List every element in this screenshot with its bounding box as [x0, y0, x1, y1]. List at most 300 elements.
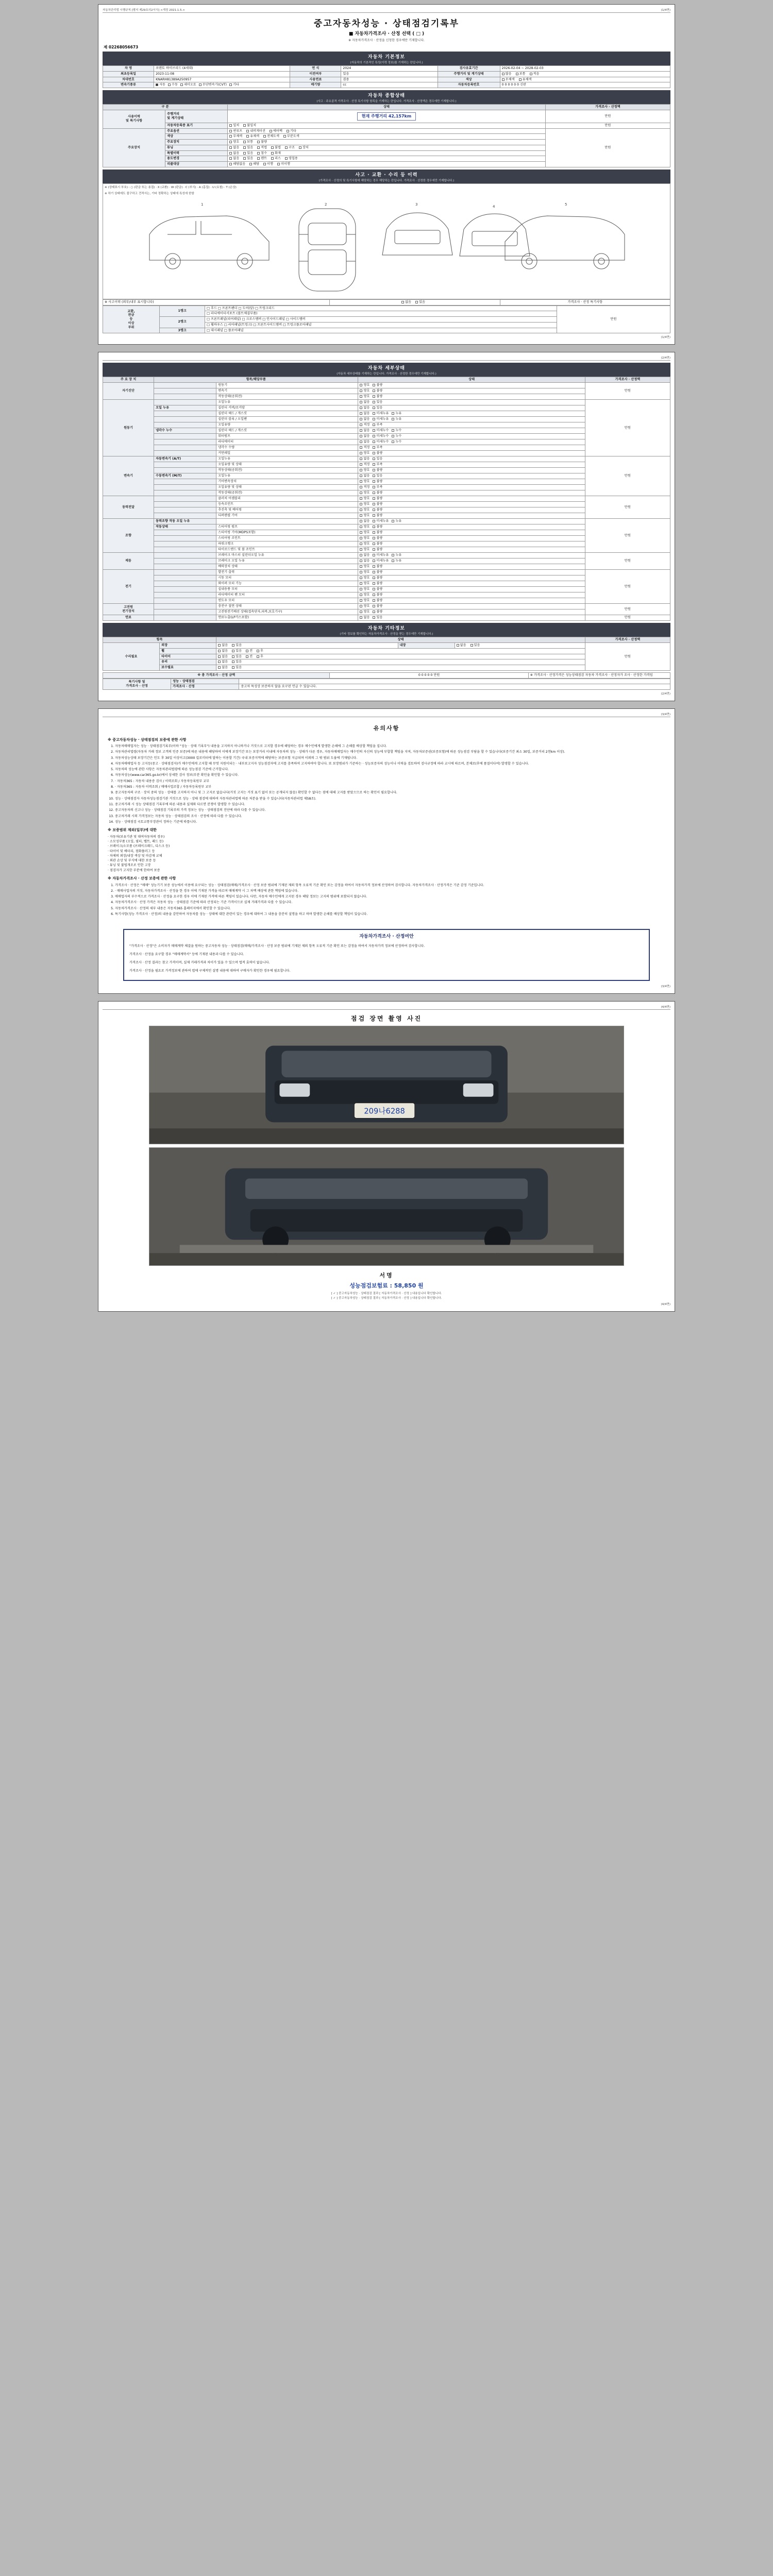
checkbox-없음[interactable]: 없음 [360, 406, 369, 410]
checkbox-양호[interactable]: 양호 [360, 395, 369, 399]
checkbox-tuning-yes[interactable]: 있음 [243, 146, 253, 150]
checkbox-부족[interactable]: 부족 [373, 463, 382, 467]
accident-parts-table [103, 306, 670, 334]
checkbox-device-bad[interactable]: 불량 [257, 140, 267, 144]
confirm-line: 가격조사 · 산정을 요구할 경우 "매매계약서" 등에 기재된 내용과 다를 수 있습니다. [129, 953, 244, 956]
checkbox-불량[interactable]: 불량 [373, 542, 382, 546]
checkbox-wheel-none[interactable]: 없음 [218, 649, 228, 653]
checkbox-불량[interactable]: 불량 [373, 502, 382, 506]
table-row [103, 299, 670, 305]
detail-item-label: 커먼레일 [216, 451, 358, 456]
checkbox-없음[interactable]: 없음 [360, 519, 369, 523]
checkbox-양호[interactable]: 양호 [360, 593, 369, 597]
detail-item-label: 실린더 커버/로커암 [216, 405, 358, 411]
label-rank-1: 1랭크 [160, 306, 205, 317]
checkbox-없음[interactable]: 없음 [360, 474, 369, 478]
checkbox-불량[interactable]: 불량 [373, 514, 382, 518]
checkbox-accident-yes[interactable]: 있음 [415, 300, 425, 304]
svg-text:3: 3 [415, 202, 418, 207]
table-row [103, 684, 670, 690]
checkbox-누유[interactable]: 누유 [392, 412, 401, 416]
checkbox-없음[interactable]: 없음 [360, 559, 369, 563]
checkbox-양호[interactable]: 양호 [360, 491, 369, 495]
checkbox-tuning-structure[interactable]: 구조 [285, 146, 295, 150]
detail-price-7: 만원 [585, 604, 670, 615]
checkbox-interior-yes[interactable]: 있음 [470, 643, 480, 648]
detail-state-cell [358, 507, 585, 513]
checkbox-양호[interactable]: 양호 [360, 565, 369, 569]
checkbox-양호[interactable]: 양호 [360, 570, 369, 574]
value-transmission [154, 82, 290, 88]
notice-price-item: 3. 매매업자의 부수적으로 가격조사 · 산정을 요구한 경우 이에 기재된 가격에 따른 책임이 있습니다. 다만, 자동차 매수인에게 고지된 경우 해당 정보는 고지의 범위에 포함되지 않습니다. [115, 894, 665, 899]
table-row [103, 82, 670, 88]
detail-item-label: 냉각수 수량 [216, 445, 358, 451]
accident-band-title: 사고 · 교환 · 수리 등 이력 [355, 172, 418, 178]
detail-item-label: 워터펌프 [216, 434, 358, 439]
label-color2: 색상 [165, 134, 228, 140]
checkbox-usage-none[interactable]: 없음 [229, 157, 239, 161]
label-usage-change: 용도변경 [165, 156, 228, 162]
checkbox-trans-etc[interactable]: 기타 [229, 83, 239, 87]
checkbox-usage-yes[interactable]: 있음 [243, 157, 253, 161]
overall-col-division: 구 분 [103, 105, 228, 110]
detail-table-body [103, 383, 670, 621]
vehicle-damage-diagram [103, 196, 670, 299]
detail-item-label: 스티어링 펌프 [216, 524, 358, 530]
sheet-4-topbar [103, 1005, 670, 1010]
label-mileage-state: 주행거리 및 계기상태 [438, 71, 500, 77]
checkbox-wheel-rear[interactable]: 후 [257, 649, 263, 653]
checkbox-있음[interactable]: 있음 [373, 474, 382, 478]
checkbox-special-fire[interactable]: 화재 [271, 151, 281, 156]
notice-exclusion-item: · 타이어 및 배터리, 점화플러그 등 [108, 849, 155, 853]
detail-state-cell [358, 592, 585, 598]
checkbox-양호[interactable]: 양호 [360, 451, 369, 455]
checkbox-불량[interactable]: 불량 [373, 604, 382, 608]
detail-state-cell [358, 615, 585, 621]
detail-state-cell [358, 524, 585, 530]
detail-sub-label [154, 468, 216, 473]
detail-sub-label [154, 383, 216, 388]
checkbox-mileage-normal[interactable]: 보통 [516, 72, 526, 76]
checkbox-불량[interactable]: 불량 [373, 531, 382, 535]
checkbox-양호[interactable]: 양호 [360, 542, 369, 546]
total-price-note: ※ 가격조사 · 산정가격은 성능상태점검 자동차 가격조사 · 산정자가 조사 · 산정한 가격임 [528, 672, 670, 678]
value-main-device2 [228, 140, 546, 145]
checkbox-trans-semi[interactable]: 세미오토 [180, 83, 196, 87]
table-row [103, 615, 670, 621]
checkbox-불량[interactable]: 불량 [373, 497, 382, 501]
value-color2 [228, 134, 546, 140]
svg-text:1: 1 [201, 202, 204, 207]
checkbox-양호[interactable]: 양호 [360, 525, 369, 529]
checkbox-양호[interactable]: 양호 [360, 610, 369, 614]
notice-item: 8. · 자동차365 : 자동차 이력조회 / 매매사업조합 / 자동차등록원부 교부 [115, 785, 665, 789]
checkbox-exterior-none[interactable]: 없음 [218, 643, 228, 648]
checkbox-양호[interactable]: 양호 [360, 389, 369, 393]
detail-state-cell [358, 570, 585, 575]
checkbox-glass-yes[interactable]: 있음 [232, 660, 242, 664]
checkbox-불량[interactable]: 불량 [373, 389, 382, 393]
checkbox-불량[interactable]: 불량 [373, 582, 382, 586]
confirm-line: 가격조사 · 산정을 필요로 가격정보에 관하여 법에 구체적인 설명 내용에 대하여 구매자가 확인한 경우에 필요합니다. [129, 969, 291, 973]
checkbox-불량[interactable]: 불량 [373, 480, 382, 484]
checkbox-불량[interactable]: 불량 [373, 599, 382, 603]
checkbox-불량[interactable]: 불량 [373, 451, 382, 455]
checkbox-option-airbag[interactable]: 에어백 [270, 129, 282, 133]
detail-sub-label [154, 434, 216, 439]
checkbox-없음[interactable]: 없음 [360, 616, 369, 620]
checkbox-불량[interactable]: 불량 [373, 570, 382, 574]
detail-state-cell [358, 564, 585, 570]
table-row [103, 496, 670, 502]
value-rank-2-items: □ 프론트패널(리어패널) □ 크로스멤버 □ 인사이드패널 □ 사이드멤버 [205, 317, 557, 323]
checkbox-불량[interactable]: 불량 [373, 610, 382, 614]
label-fuel: 사용연료 [290, 77, 341, 82]
detail-item-label: 오일유량 및 상태 [216, 485, 358, 490]
detail-item-label: 등속조인트 [216, 502, 358, 507]
notice-item: 5. 자동차의 성능에 관한 사항은 자동차관리법령에 따른 성능점검 기준에 근거합니다. [115, 767, 665, 772]
detail-item-label: 오일누유 [216, 473, 358, 479]
checkbox-trans-manual[interactable]: 수동 [168, 83, 178, 87]
other-col-item: 항목 [103, 637, 216, 643]
accident-band [103, 170, 670, 183]
checkbox-tuning-none[interactable]: 없음 [229, 146, 239, 150]
table-row [103, 643, 670, 649]
page-indicator-3: (3/4면) [661, 713, 670, 716]
checkbox-양호[interactable]: 양호 [360, 508, 369, 512]
detail-sub-label [154, 445, 216, 451]
checkbox-device-good[interactable]: 양호 [229, 140, 239, 144]
detail-sub-label [154, 575, 216, 581]
detail-state-cell [358, 502, 585, 507]
label-interior: 내장 [398, 643, 455, 649]
checkbox-trans-auto[interactable]: 자동 [156, 83, 165, 87]
checkbox-양호[interactable]: 양호 [360, 468, 369, 472]
checkbox-recall-yes[interactable]: 해당 [249, 162, 259, 166]
checkbox-paint-full[interactable]: 전체도색 [263, 134, 279, 139]
accident-band-sub: (가격조사 · 산정의 및 특기사항에 해당하는 경우 해당하는 란입니다. 가격조사 · 산정한 경우에만 기재합니다.) [318, 179, 455, 182]
detail-sub-label [154, 587, 216, 592]
value-first-registration: 2023-11-08 [154, 71, 290, 77]
checkbox-미세누유[interactable]: 미세누유 [373, 412, 389, 416]
detail-sub-label [154, 513, 216, 519]
overall-price-2: 만원 [545, 123, 670, 128]
checkbox-적정[interactable]: 적정 [360, 485, 369, 489]
table-row [103, 456, 670, 462]
checkbox-양호[interactable]: 양호 [360, 604, 369, 608]
notice-sect-2-title: ※ 보증범위 제외(일부)에 대한 [108, 828, 157, 833]
checkbox-reg-mismatch[interactable]: 불일치 [243, 124, 256, 128]
checkbox-미세누수[interactable]: 미세누수 [373, 434, 389, 438]
overall-band [103, 90, 670, 104]
other-band-title: 자동차 기타정보 [368, 626, 405, 632]
table-header-row [103, 377, 670, 383]
undercarriage-photo-svg [149, 1148, 624, 1265]
checkbox-있음[interactable]: 있음 [373, 406, 382, 410]
checkbox-누유[interactable]: 누유 [392, 559, 401, 563]
checkbox-없음[interactable]: 없음 [360, 434, 369, 438]
detail-sub-label [154, 411, 216, 417]
checkbox-양호[interactable]: 양호 [360, 582, 369, 586]
label-main-device: 주요장치 [103, 128, 165, 167]
checkbox-wheel-yes[interactable]: 있음 [232, 649, 242, 653]
checkbox-양호[interactable]: 양호 [360, 480, 369, 484]
checkbox-없음[interactable]: 없음 [360, 457, 369, 461]
notice-price-item: 6. 특기사항(성능 가격조사 · 산정)의 내용을 감안하여 자동차를 성능 · 상태에 대한 관련이 있는 경우에 대하여 그 내용을 충분히 설명을 하고 하며 발생한 손해를 배상할 책임이 있습니다. [115, 912, 665, 917]
detail-group-2: 변속기 [103, 456, 154, 496]
detail-price-5: 만원 [585, 553, 670, 570]
checkbox-tuning-legal[interactable]: 적법 [257, 146, 267, 150]
checkbox-부족[interactable]: 부족 [373, 423, 382, 427]
checkbox-미세누수[interactable]: 미세누수 [373, 440, 389, 444]
table-row [103, 66, 670, 72]
value-rank-2-items-2: □ 휠하우스 □ 리어패널(트렁크) □ 프론트사이드멤버 □ 트렁크플로어패널 [205, 322, 557, 328]
detail-item-label: 충전구 절연 상태 [216, 604, 358, 609]
checkbox-양호[interactable]: 양호 [360, 587, 369, 591]
detail-state-cell [358, 456, 585, 462]
checkbox-tuning-illegal[interactable]: 불법 [271, 146, 281, 150]
checkbox-없음[interactable]: 없음 [360, 412, 369, 416]
photos-wrapper [103, 1026, 670, 1266]
checkbox-누수[interactable]: 누수 [392, 434, 401, 438]
notice-price-item: 5. 자동차가격조사 · 산정의 세부 내용은 자동차365 홈페이지에서 확인할 수 있습니다. [115, 906, 665, 911]
detail-sub-label [154, 417, 216, 422]
page-indicator-1: (1/4면) [661, 9, 670, 12]
checkbox-적정[interactable]: 적정 [360, 423, 369, 427]
checkbox-누수[interactable]: 누수 [392, 440, 401, 444]
detail-item-label: 오일유량 [216, 422, 358, 428]
detail-item-label: 시동 모터 [216, 575, 358, 581]
notice-item: 2. 자동차관리법령(자동차 거래 정보 고객의 인증 보증)에 따른 내용에 해당하여 이에게 보장기간 또는 보장거리 이내에 자동차의 성능 · 상태가 다른 경우, 자동차매매업자는 매수인의 자신의 성능에 부합할 책임을 지며, 자동차보증권(보증보험)에 따른 성능점검 부담을 할 수 있습니다(보증기간 최소 30일, 보증거리 2천km 이상). [115, 750, 665, 754]
checkbox-양호[interactable]: 양호 [360, 497, 369, 501]
value-glass [216, 659, 585, 665]
label-car-name: 차 명 [103, 66, 154, 72]
checkbox-불량[interactable]: 불량 [373, 548, 382, 552]
other-col-price: 가격조사 · 산정액 [585, 637, 670, 643]
overall-col-state: 상태 [228, 105, 546, 110]
detail-item-label: 디퍼렌셜 기어 [216, 513, 358, 519]
checkbox-양호[interactable]: 양호 [360, 502, 369, 506]
checkbox-불량[interactable]: 불량 [373, 587, 382, 591]
checkbox-양호[interactable]: 양호 [360, 531, 369, 535]
checkbox-양호[interactable]: 양호 [360, 383, 369, 387]
table-row [103, 519, 670, 524]
checkbox-부족[interactable]: 부족 [373, 446, 382, 450]
value-extra-repair [216, 665, 585, 671]
detail-item-label: 클러치 어셈블리 [216, 496, 358, 502]
checkbox-accident-none[interactable]: 없음 [401, 300, 411, 304]
detail-state-cell [358, 553, 585, 558]
checkbox-usage-lease[interactable]: 리스 [271, 157, 281, 161]
checkbox-부족[interactable]: 부족 [373, 485, 382, 489]
checkbox-wheel-front[interactable]: 전 [246, 649, 253, 653]
checkbox-tire-yes[interactable]: 있음 [232, 655, 242, 659]
checkbox-양호[interactable]: 양호 [360, 576, 369, 580]
checkbox-양호[interactable]: 양호 [360, 514, 369, 518]
detail-group-1: 원동기 [103, 400, 154, 456]
photos-title: 점검 장면 촬영 사진 [350, 1015, 423, 1023]
checkbox-누유[interactable]: 누유 [392, 417, 401, 421]
notice-price-item: 4. 자동차가격조사 · 산정 가격은 자동차 성능 · 상태점검 기준에 따라 산정되는 기준 가격이므로 실제 거래가격과 다를 수 있습니다. [115, 900, 665, 905]
checkbox-mileage-many[interactable]: 많음 [502, 72, 512, 76]
label-mileage: 주행거리 및 계기상태 [165, 110, 228, 123]
detail-state-cell [358, 468, 585, 473]
checkbox-recall-undone[interactable]: 미이행 [277, 162, 290, 166]
label-tuning: 튜닝 [165, 145, 228, 150]
other-price-value: 만원 [585, 643, 670, 671]
detail-sub-label [154, 553, 216, 558]
checkbox-없음[interactable]: 없음 [360, 440, 369, 444]
checkbox-미세누수[interactable]: 미세누수 [373, 429, 389, 433]
detail-price-6: 만원 [585, 570, 670, 604]
label-transfer: 이전여부 [290, 71, 341, 77]
checkbox-usage-rent[interactable]: 렌트 [257, 157, 267, 161]
detail-item-label: 배력장치 상태 [216, 564, 358, 570]
checkbox-special-yes[interactable]: 있음 [243, 151, 253, 156]
checkbox-option-sunroof[interactable]: 썬루프 [229, 129, 242, 133]
notice-item: 12. 중고자동차의 신고나 성능 · 상태점검 기록부의 가격 정보는 성능 · 상태점검의 진단에 따라 다를 수 있습니다. [115, 808, 665, 812]
checkbox-interior-none[interactable]: 없음 [457, 643, 466, 648]
checkbox-없음[interactable]: 없음 [360, 417, 369, 421]
detail-sub-label [154, 394, 216, 400]
label-exterior: 외장 [160, 643, 216, 649]
detail-state-cell [358, 513, 585, 519]
checkbox-recall-done[interactable]: 이행 [263, 162, 273, 166]
checkbox-미세누유[interactable]: 미세누유 [373, 519, 389, 523]
checkbox-tire-rear[interactable]: 후 [257, 655, 263, 659]
checkbox-불량[interactable]: 불량 [373, 536, 382, 540]
label-wheel: 휠 [160, 648, 216, 654]
checkbox-불량[interactable]: 불량 [373, 395, 382, 399]
detail-state-cell [358, 598, 585, 604]
detail-item-label: 실내송풍 모터 [216, 587, 358, 592]
checkbox-extra-yes[interactable]: 있음 [232, 666, 242, 670]
checkbox-option-etc[interactable]: 기타 [287, 129, 296, 133]
checkbox-있음[interactable]: 있음 [373, 457, 382, 461]
detail-col-state: 상태 [358, 377, 585, 383]
table-row [103, 679, 670, 684]
checkbox-mileage-few[interactable]: 적음 [530, 72, 540, 76]
checkbox-reg-match[interactable]: 일치 [229, 124, 239, 128]
detail-item-label: 연료누출(LP가스포함) [216, 615, 358, 621]
checkbox-paint-partial[interactable]: 부분도색 [283, 134, 299, 139]
checkbox-device-normal[interactable]: 보통 [243, 140, 253, 144]
page-indicator-4: (4/4면) [661, 1006, 670, 1009]
label-special-history: 특별이력 [165, 150, 228, 156]
checkbox-누수[interactable]: 누수 [392, 429, 401, 433]
checkbox-없음[interactable]: 없음 [360, 400, 369, 404]
value-recall [228, 162, 546, 167]
checkbox-양호[interactable]: 양호 [360, 548, 369, 552]
label-usage-history: 사용이력 및 특기사항 [103, 110, 165, 128]
checkbox-적정[interactable]: 적정 [360, 446, 369, 450]
detail-state-cell [358, 394, 585, 400]
other-info-table [103, 637, 670, 671]
detail-col-item: 항목/해당부품 [154, 377, 358, 383]
value-special-history [228, 150, 546, 156]
checkbox-있음[interactable]: 있음 [373, 616, 382, 620]
inspection-insurance-price [103, 1281, 670, 1290]
label-recall: 리콜대상 [165, 162, 228, 167]
svg-text:4: 4 [493, 204, 495, 209]
checkbox-tuning-device[interactable]: 장치 [299, 146, 309, 150]
checkbox-extra-none[interactable]: 없음 [218, 666, 228, 670]
detail-price-0: 만원 [585, 383, 670, 400]
checkbox-special-none[interactable]: 없음 [229, 151, 239, 156]
detail-sub-label [154, 564, 216, 570]
detail-group-5: 제동 [103, 553, 154, 570]
checkbox-tire-front[interactable]: 전 [246, 655, 253, 659]
checkbox-불량[interactable]: 불량 [373, 383, 382, 387]
checkbox-미세누유[interactable]: 미세누유 [373, 417, 389, 421]
value-price-survey: 중고차 특성상 보증하지 않을 요구된 언급 수 있습니다. [239, 684, 670, 690]
checkbox-trans-cvt[interactable]: 무단변속기(CVT) [199, 83, 227, 87]
checkbox-미세누유[interactable]: 미세누유 [373, 559, 389, 563]
notice-section [103, 719, 670, 924]
checkbox-불량[interactable]: 불량 [373, 576, 382, 580]
notice-title: 유의사항 [373, 725, 400, 732]
checkbox-불량[interactable]: 불량 [373, 508, 382, 512]
checkbox-color2-achromatic[interactable]: 무채색 [229, 134, 242, 139]
checkbox-불량[interactable]: 불량 [373, 525, 382, 529]
detail-state-cell [358, 451, 585, 456]
checkbox-누유[interactable]: 누유 [392, 553, 401, 557]
table-row [103, 570, 670, 575]
detail-state-cell [358, 400, 585, 405]
checkbox-누유[interactable]: 누유 [392, 519, 401, 523]
detail-col-price: 가격조사 · 산정액 [585, 377, 670, 383]
checkbox-color-achromatic[interactable]: 무채색 [502, 78, 515, 82]
checkbox-양호[interactable]: 양호 [360, 599, 369, 603]
price-survey-confirm-box [123, 929, 650, 981]
detail-band-sub: (자동차 세부상태를 기재하는 란입니다. 가격조사 · 산정한 경우에만 기재합니다.) [337, 372, 436, 376]
detail-state-cell [358, 428, 585, 434]
checkbox-있음[interactable]: 있음 [373, 400, 382, 404]
notice-exclusion-item: · 외관 손상 및 부식에 대한 보증 등 [108, 859, 156, 863]
checkbox-recall-na[interactable]: 해당없음 [229, 162, 245, 166]
checkbox-적정[interactable]: 적정 [360, 463, 369, 467]
checkbox-미세누유[interactable]: 미세누유 [373, 553, 389, 557]
detail-sub-label [154, 507, 216, 513]
checkbox-양호[interactable]: 양호 [360, 536, 369, 540]
checkbox-color2-chromatic[interactable]: 유채색 [246, 134, 259, 139]
checkbox-불량[interactable]: 불량 [373, 565, 382, 569]
checkbox-없음[interactable]: 없음 [360, 553, 369, 557]
detail-state-cell [358, 462, 585, 468]
checkbox-glass-none[interactable]: 없음 [218, 660, 228, 664]
checkbox-exterior-yes[interactable]: 있음 [232, 643, 242, 648]
checkbox-불량[interactable]: 불량 [373, 491, 382, 495]
checkbox-special-flood[interactable]: 침수 [257, 151, 267, 156]
sheet-4-footer: (4/4면) [661, 1303, 670, 1307]
checkbox-option-navi[interactable]: 내비게이션 [246, 129, 265, 133]
checkbox-불량[interactable]: 불량 [373, 468, 382, 472]
label-color: 색상 [438, 77, 500, 82]
checkbox-usage-business[interactable]: 영업용 [285, 157, 298, 161]
label-performance-check: 성능 · 상태점검 [171, 679, 239, 684]
table-header-row [103, 637, 670, 643]
checkbox-color-chromatic[interactable]: 유채색 [519, 78, 532, 82]
checkbox-불량[interactable]: 불량 [373, 593, 382, 597]
checkbox-tire-none[interactable]: 없음 [218, 655, 228, 659]
value-usage-change [228, 156, 546, 162]
notice-sect-1-title: ※ 중고자동차성능 · 상태점검의 보증에 관한 사항 [108, 737, 187, 742]
checkbox-없음[interactable]: 없음 [360, 429, 369, 433]
detail-sub-label: 동력조향 작동 오일 누유 [154, 519, 216, 524]
detail-state-cell [358, 479, 585, 485]
detail-item-label: 라디에이터 [216, 439, 358, 445]
